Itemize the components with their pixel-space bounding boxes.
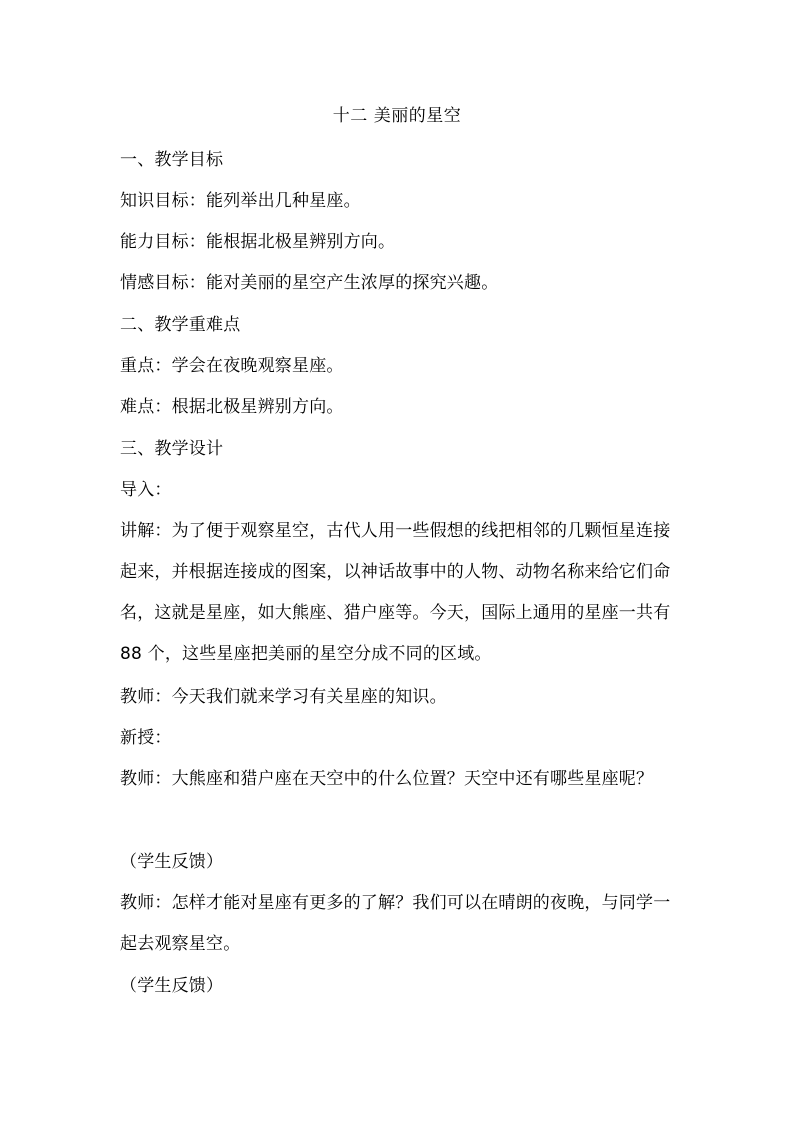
student-feedback-1: （学生反馈） (120, 852, 224, 872)
difficult-point: 难点：根据北极星辨别方向。 (120, 397, 344, 417)
key-point: 重点：学会在夜晚观察星座。 (120, 356, 344, 376)
student-feedback-2: （学生反馈） (120, 976, 224, 996)
teacher-statement-2: 教师：怎样才能对星座有更多的了解？我们可以在晴朗的夜晚，与同学一起去观察星空。 (120, 893, 671, 954)
teacher-question: 教师：大熊座和猎户座在天空中的什么位置？天空中还有哪些星座呢？ (120, 769, 654, 789)
page-title: 十二 美丽的星空 (332, 106, 462, 126)
emotion-goal: 情感目标：能对美丽的星空产生浓厚的探究兴趣。 (120, 273, 499, 293)
section-heading-design: 三、教学设计 (120, 439, 224, 459)
new-lesson-label: 新授： (120, 728, 172, 748)
explanation-paragraph: 讲解：为了便于观察星空，古代人用一些假想的线把相邻的几颗恒星连接起来，并根据连接成的图案，以神话故事中的人物、动物名称来给它们命名，这就是星座，如大熊座、猎户座等。今天，国际上通用的星座一共有 88 个，这些星座把美丽的星空分成不同的区域。 (120, 521, 671, 664)
intro-label: 导入： (120, 480, 172, 500)
section-heading-key-points: 二、教学重难点 (120, 315, 241, 335)
ability-goal: 能力目标：能根据北极星辨别方向。 (120, 232, 396, 252)
knowledge-goal: 知识目标：能列举出几种星座。 (120, 191, 361, 211)
section-heading-objectives: 一、教学目标 (120, 150, 224, 170)
teacher-statement-1: 教师：今天我们就来学习有关星座的知识。 (120, 687, 447, 707)
